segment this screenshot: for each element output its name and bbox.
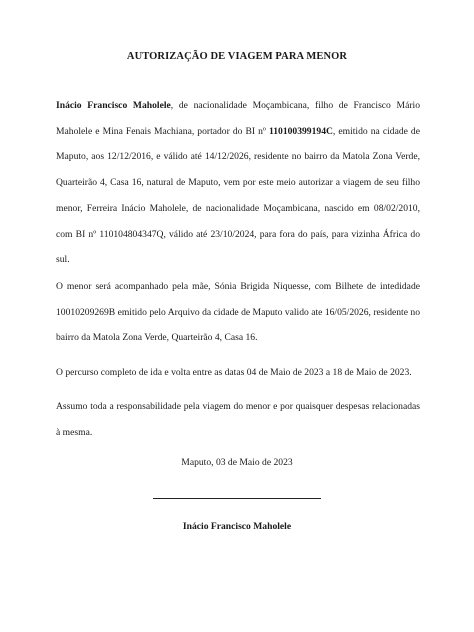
paragraph-authorization	[56, 93, 420, 273]
signature-line	[153, 498, 321, 499]
bi-number: 110100399194C	[268, 125, 333, 137]
paragraph-responsibility: Assumo toda a responsabilidade pela viagem do menor e por quaisquer despesas relacionadas à mesma.	[56, 401, 420, 438]
paragraph-text: , emitido na cidade de Maputo, aos 12/12/2016, e válido até 14/12/2026, residente no bairro da Matola Zona Verde, Quarteirão 4, Casa 16, natural de Maputo, vem por este meio autorizar a viagem de seu filho menor, Ferreira Inácio Maholele, de nacionalidade Moçambicana, nascido em 08/02/2010, com BI nº 110104804347Q, válido até 23/10/2024, para fora do país, para vizinha África do sul.	[56, 125, 420, 266]
paragraph-travel-dates: O percurso completo de ida e volta entre as datas 04 de Maio de 2023 a 18 de Maio de 2023.	[56, 367, 412, 378]
place-and-date: Maputo, 03 de Maio de 2023	[181, 457, 293, 468]
document-title: AUTORIZAÇÃO DE VIAGEM PARA MENOR	[126, 51, 348, 62]
paragraph-text: , de nacionalidade Moçambicana, filho de Francisco Mário Maholele e Mina Fenais Machiana, portador do BI nº	[56, 100, 420, 137]
authorizer-name: Inácio Francisco Maholele	[56, 100, 171, 111]
signatory-name: Inácio Francisco Maholele	[182, 521, 292, 532]
paragraph-companion: O menor será acompanhado pela mãe, Sónia Brigida Niquesse, com Bilhete de intedidade 1001020​9269B emitido pelo Arquivo da cidade de Maputo valido ate 16/05/2026, residente no bairro da Matola Zona Verde, Quarteirão 4, Casa 16.	[56, 281, 420, 344]
